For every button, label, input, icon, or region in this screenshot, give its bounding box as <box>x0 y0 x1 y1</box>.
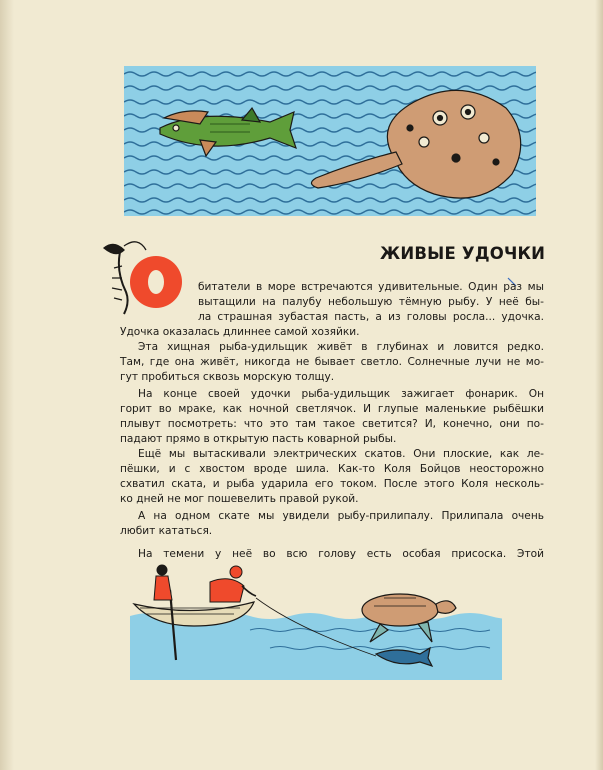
page-binding-edge <box>0 0 14 770</box>
text-line: падают прямо в открытую пасть коварной рыбы. <box>120 433 397 445</box>
text-line: Удочка оказалась длиннее самой хозяйки. <box>120 326 360 338</box>
article-title: ЖИВЫЕ УДОЧКИ <box>380 244 546 263</box>
text-line: битатели в море встречаются удивительные. Один раз мы <box>198 281 544 293</box>
sea-fish-illustration <box>124 66 536 216</box>
text-line: А на одном скате мы увидели рыбу-прилипалу. Прилипала очень <box>138 510 544 522</box>
text-line: плывут посмотреть: что это там такое светится? И, конечно, они по- <box>120 418 544 430</box>
text-line: ко дней не мог пошевелить правой рукой. <box>120 493 359 505</box>
text-line: вытащили на палубу небольшую тёмную рыбу. У неё бы- <box>198 296 544 308</box>
rower-figures <box>154 565 256 602</box>
text-line: схватил ската, и рыба ударила его током. После этого Коля несколь- <box>120 478 544 490</box>
text-line: любит кататься. <box>120 525 213 537</box>
text-line: пёшки, и с хвостом вроде шила. Как-то Коля Бойцов неосторожно <box>120 463 544 475</box>
article-body <box>120 280 544 562</box>
boat-turtle-illustration <box>130 560 502 680</box>
page-right-edge <box>595 0 603 770</box>
text-line: Эта хищная рыба-удильщик живёт в глубинах и ловится редко. <box>138 341 544 353</box>
text-line: гут пробиться сквозь морскую толщу. <box>120 371 335 383</box>
text-line: На конце своей удочки рыба-удильщик зажигает фонарик. Он <box>138 388 544 400</box>
text-line: ла страшная зубастая пасть, а из головы росла... удочка. <box>198 311 544 323</box>
text-line: Там, где она живёт, никогда не бывает светло. Солнечные лучи не мо- <box>120 356 544 368</box>
text-line: На темени у неё во всю голову есть особая присоска. Этой <box>138 548 544 560</box>
text-line: Ещё мы вытаскивали электрических скатов. Они плоские, как ле- <box>138 448 544 460</box>
text-line: горит во мраке, как ночной светлячок. И глупые маленькие рыбёшки <box>120 403 544 415</box>
